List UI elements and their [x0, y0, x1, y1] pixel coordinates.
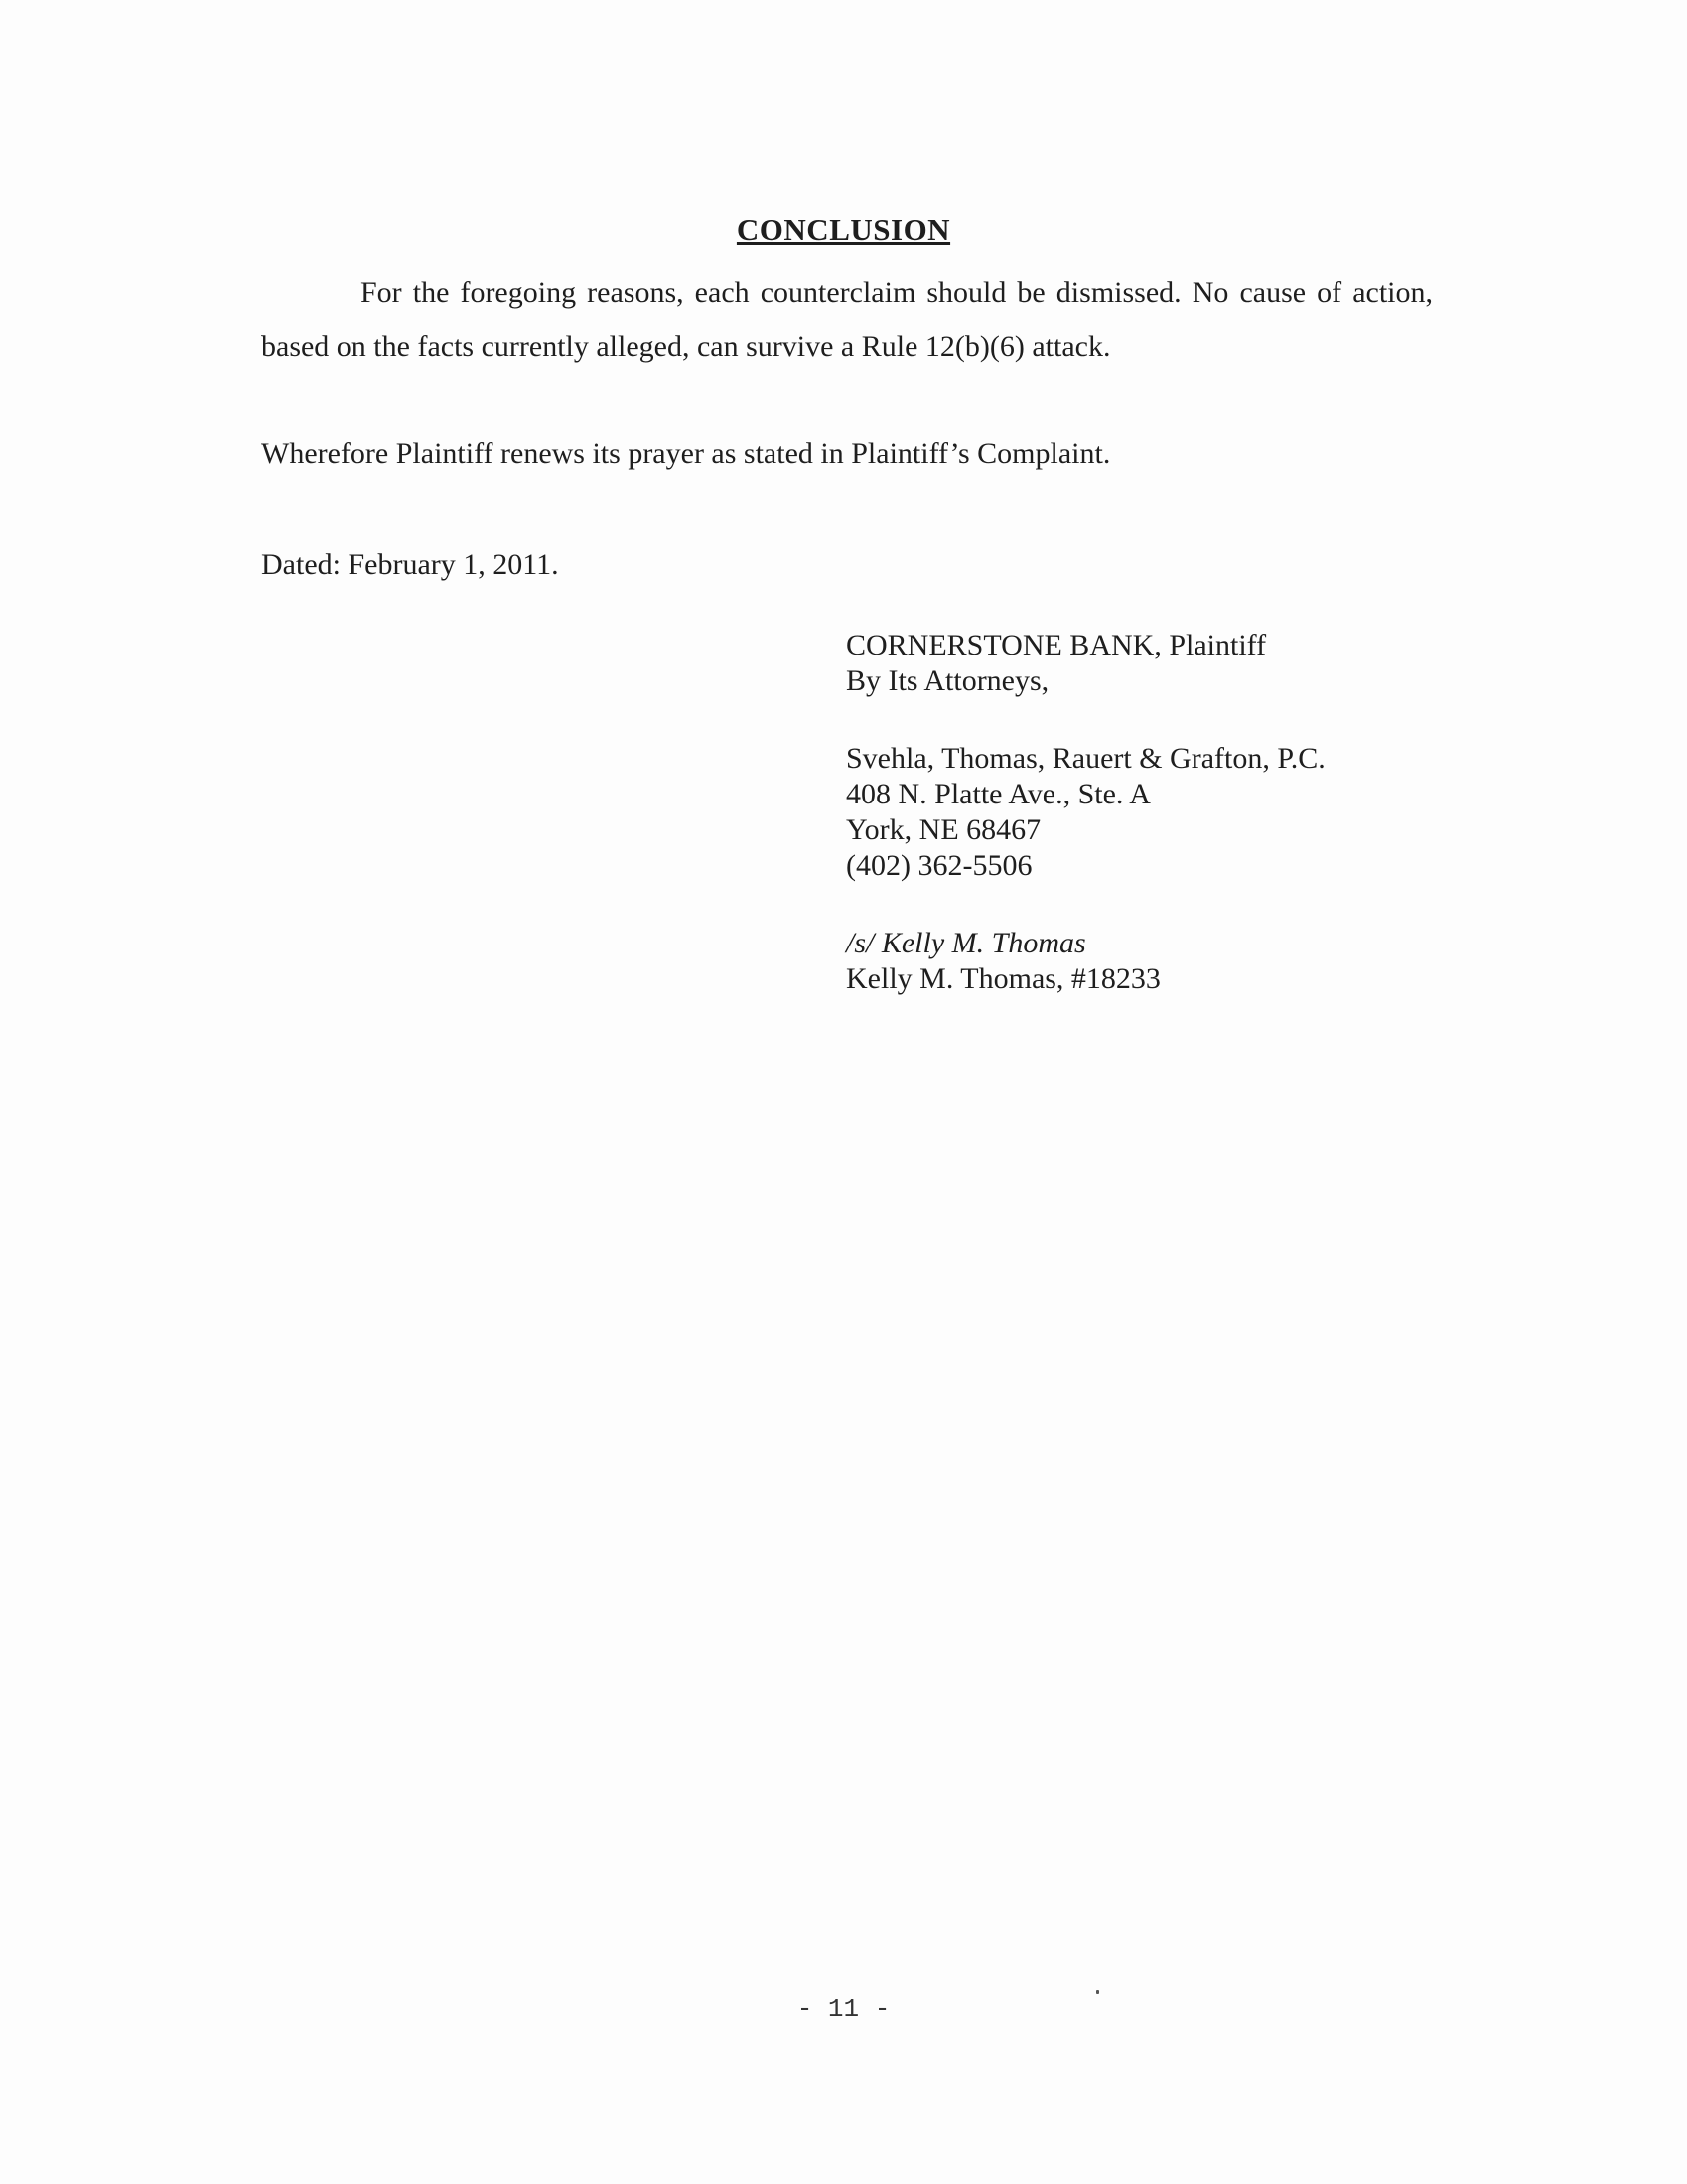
dated-line: Dated: February 1, 2011.	[261, 548, 559, 581]
page-number: - 11 -	[796, 1994, 891, 2024]
signature-prefix: /s/	[846, 927, 882, 959]
firm-address-line-1: 408 N. Platte Ave., Ste. A	[846, 778, 1151, 810]
section-heading: CONCLUSION	[736, 213, 951, 247]
firm-name: Svehla, Thomas, Rauert & Grafton, P.C.	[846, 742, 1326, 775]
signature-block	[846, 926, 1161, 997]
by-line: By Its Attorneys,	[846, 664, 1050, 697]
attorney-name: Kelly M. Thomas, #18233	[846, 962, 1161, 995]
firm-address-line-2: York, NE 68467	[846, 813, 1042, 846]
firm-block	[846, 741, 1326, 884]
party-line: CORNERSTONE BANK, Plaintiff	[846, 629, 1267, 661]
conclusion-paragraph: For the foregoing reasons, each counterclaim should be dismissed. No cause of action, based on the facts currently alleged, can survive a Rule 12(b)(6) attack.	[261, 276, 1433, 363]
signature-name: Kelly M. Thomas	[881, 927, 1086, 959]
electronic-signature	[846, 926, 1161, 961]
wherefore-paragraph: Wherefore Plaintiff renews its prayer as stated in Plaintiff’s Complaint.	[261, 437, 1111, 470]
signer-block	[846, 628, 1266, 699]
firm-phone: (402) 362-5506	[846, 849, 1033, 882]
